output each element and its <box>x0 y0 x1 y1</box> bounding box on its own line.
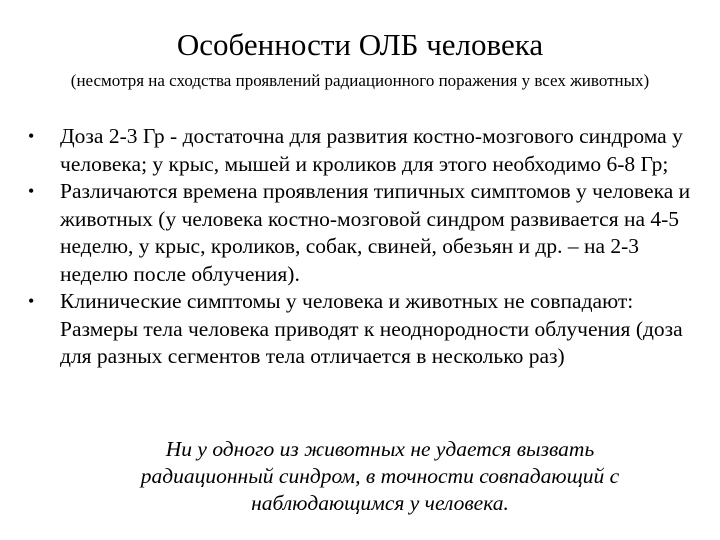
bullet-item-timing <box>28 178 708 288</box>
slide-title: Особенности ОЛБ человека <box>176 27 544 62</box>
note-line: Ни у одного из животных не удается вызвать <box>165 437 595 461</box>
bullet-list <box>28 123 708 371</box>
bullet-text: Доза 2-3 Гр - достаточна для развития костно-мозгового синдрома у человека; у крыс, мышей и кроликов для этого необходимо 6-8 Гр; <box>60 124 683 176</box>
bullet-icon: • <box>28 181 35 201</box>
bullet-text: Клинические симптомы у человека и животных не совпадают: Размеры тела человека приводят к неоднородности облучения (доза для разных сегментов тела отличается в несколько раз) <box>60 289 683 368</box>
conclusion-note <box>70 436 690 517</box>
bullet-icon: • <box>28 126 35 146</box>
bullet-item-symptoms <box>28 288 708 371</box>
bullet-icon: • <box>28 291 35 311</box>
bullet-text: Различаются времена проявления типичных симптомов у человека и животных (у человека костно-мозговой синдром развивается на 4-5 неделю, у крыс, кроликов, собак, свиней, обезьян и др. – на 2-3 неделю после облучения). <box>60 179 691 286</box>
note-line: наблюдающимся у человека. <box>251 491 509 515</box>
bullet-item-dose <box>28 123 708 178</box>
slide-subtitle: (несмотря на сходства проявлений радиационного поражения у всех животных) <box>70 71 650 90</box>
note-line: радиационный синдром, в точности совпадающий с <box>140 464 620 488</box>
